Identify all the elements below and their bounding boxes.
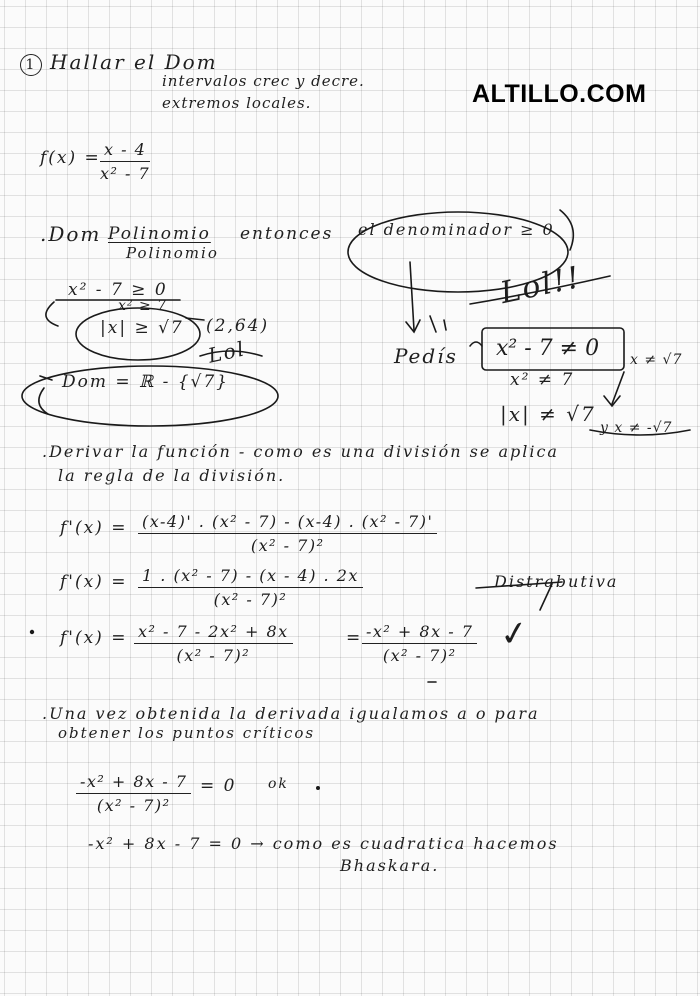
critical-ok: ok bbox=[268, 776, 289, 792]
dom-side-2: y x ≠ -√7 bbox=[600, 420, 673, 436]
header-line-3: extremos locales. bbox=[162, 94, 312, 112]
f2-lhs: f'(x) = bbox=[60, 572, 128, 592]
function-numerator: x - 4 bbox=[100, 140, 150, 162]
f2-denominator: (x² - 7)² bbox=[213, 590, 288, 609]
critical-fraction bbox=[76, 772, 191, 815]
dom-step-3: |x| ≠ √7 bbox=[500, 402, 596, 426]
derivative-intro-1: .Derivar la función - como es una división se aplica bbox=[42, 442, 559, 461]
critical-intro-1: .Una vez obtenida la derivada igualamos a o para bbox=[42, 704, 540, 723]
altillo-brand-logo: ALTILLO.COM bbox=[472, 80, 647, 108]
dom-prefix: .Dom bbox=[40, 222, 102, 246]
f3-denominator-2: (x² - 7)² bbox=[382, 646, 457, 665]
check-mark: ✓ bbox=[497, 612, 534, 656]
derivative-intro-2: la regla de la división. bbox=[58, 466, 286, 485]
dom-word-polinomio-2: Polinomio bbox=[126, 244, 219, 262]
dom-side-1: x ≠ √7 bbox=[630, 352, 683, 368]
f3-numerator: x² - 7 - 2x² + 8x bbox=[134, 622, 293, 644]
f1-numerator: (x-4)' . (x² - 7) - (x-4) . (x² - 7)' bbox=[138, 512, 437, 534]
dom-approx: (2,64) bbox=[206, 316, 270, 336]
dom-lol-small: Lol bbox=[205, 336, 248, 368]
f1-lhs: f'(x) = bbox=[60, 518, 128, 538]
f1-denominator: (x² - 7)² bbox=[250, 536, 325, 555]
critical-final: -x² + 8x - 7 = 0 → como es cuadratica hacemos bbox=[88, 834, 559, 853]
dom-then: entonces bbox=[240, 224, 334, 244]
f1-fraction bbox=[138, 512, 437, 555]
dom-inequality: x² - 7 ≥ 0 bbox=[68, 280, 168, 300]
dom-pedis: Pedís bbox=[394, 344, 458, 368]
dom-word-polinomio-1: Polinomio bbox=[108, 224, 211, 244]
f3-numerator-2: -x² + 8x - 7 bbox=[362, 622, 477, 644]
dom-lol-big: Lol!! bbox=[497, 259, 585, 312]
critical-numerator: -x² + 8x - 7 bbox=[76, 772, 191, 794]
f3-fraction-2 bbox=[362, 622, 477, 665]
f3-equals: = bbox=[346, 628, 363, 648]
dom-abs: |x| ≥ √7 bbox=[100, 318, 184, 338]
function-lhs: f(x) = bbox=[40, 148, 101, 168]
dom-inequality-2: x² ≥ 7 bbox=[118, 298, 168, 314]
distributiva-note: Distrabutiva bbox=[494, 572, 619, 591]
f2-fraction bbox=[138, 566, 363, 609]
critical-rhs: = 0 bbox=[200, 776, 237, 796]
dom-note: el denominador ≥ 0 bbox=[358, 220, 555, 239]
f2-numerator: 1 . (x² - 7) - (x - 4) . 2x bbox=[138, 566, 363, 588]
dom-boxed-inequality: x² - 7 ≠ 0 bbox=[496, 336, 600, 361]
dom-step-2: x² ≠ 7 bbox=[510, 370, 575, 390]
header-line-1: Hallar el Dom bbox=[50, 50, 218, 74]
function-denominator: x² - 7 bbox=[100, 164, 151, 183]
critical-intro-2: obtener los puntos críticos bbox=[58, 724, 316, 742]
critical-final-2: Bhaskara. bbox=[340, 856, 440, 875]
f3-lhs: f'(x) = bbox=[60, 628, 128, 648]
exercise-number: 1 bbox=[20, 50, 42, 76]
header-line-2: intervalos crec y decre. bbox=[162, 72, 365, 90]
f3-fraction bbox=[134, 622, 293, 665]
critical-denominator: (x² - 7)² bbox=[96, 796, 171, 815]
f3-denominator: (x² - 7)² bbox=[176, 646, 251, 665]
function-fraction bbox=[100, 140, 150, 183]
dom-result: Dom = ℝ - {√7} bbox=[62, 372, 229, 392]
